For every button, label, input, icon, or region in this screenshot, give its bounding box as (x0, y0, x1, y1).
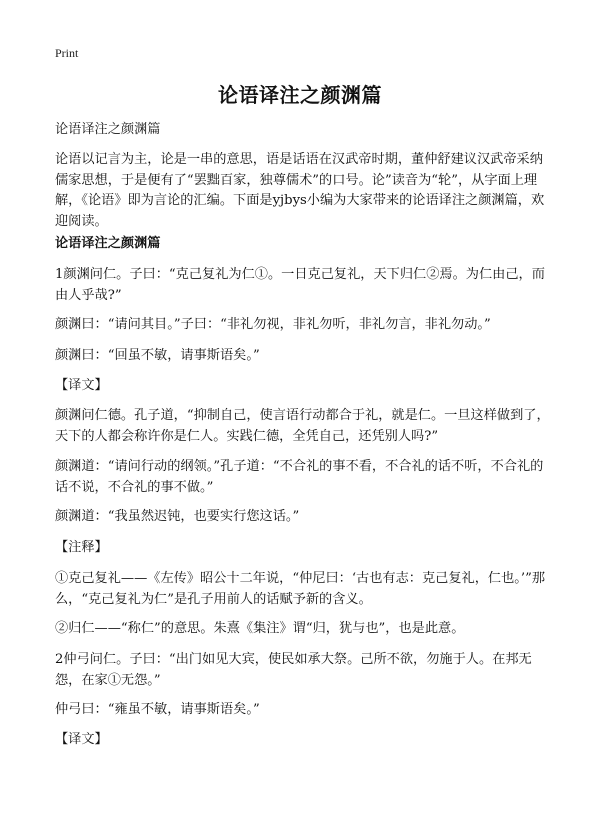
subtitle-line: 论语译注之颜渊篇 (55, 122, 161, 137)
print-label: Print (55, 46, 79, 60)
paragraph-5: 仲弓曰：“雍虽不敏，请事斯语矣。” (55, 702, 260, 717)
paragraph-1: 1颜渊问仁。子曰：“克己复礼为仁①。一日克己复礼，天下归仁②焉。为仁由己，而由人乎哉?” (55, 267, 545, 303)
page-title: 论语译注之颜渊篇 (218, 83, 382, 107)
paragraph-4: 2仲弓问仁。子曰：“出门如见大宾，使民如承大祭。己所不欲，勿施于人。在邦无怨，在家①无怨。” (55, 652, 532, 688)
paragraph-3: 颜渊曰：“回虽不敏，请事斯语矣。” (55, 348, 260, 363)
translation-heading-2: 【译文】 (55, 732, 108, 747)
note-1: ①克己复礼——《左传》昭公十二年说，“仲尼曰：‘古也有志：克己复礼，仁也。’”那么，“克己复礼为仁”是孔子用前人的话赋予新的含义。 (55, 571, 546, 607)
translation-heading-1: 【译文】 (55, 378, 108, 393)
translation-3: 颜渊道：“我虽然迟钝，也要实行您这话。” (55, 509, 300, 524)
paragraph-2: 颜渊曰：“请问其目。”子曰：“非礼勿视，非礼勿听，非礼勿言，非礼勿动。” (55, 317, 491, 332)
section-heading: 论语译注之颜渊篇 (55, 236, 161, 251)
note-2: ②归仁——“称仁”的意思。朱熹《集注》谓“归，犹与也”，也是此意。 (55, 621, 465, 636)
translation-1: 颜渊问仁德。孔子道，“抑制自己，使言语行动都合于礼，就是仁。一旦这样做到了，天下的人都会称许你是仁人。实践仁德，全凭自己，还凭别人吗?” (55, 408, 550, 444)
intro-paragraph: 论语以记言为主，论是一串的意思，语是话语在汉武帝时期，董仲舒建议汉武帝采纳儒家思想，于是便有了“罢黜百家，独尊儒术”的口号。论”读音为“轮”，从字面上理解，《论语》即为言论的汇编。下面是yjbys小编为大家带来的论语译注之颜渊篇，欢迎阅读。 (55, 152, 545, 229)
translation-2: 颜渊道：“请问行动的纲领。”孔子道：“不合礼的事不看，不合礼的话不听，不合礼的话不说，不合礼的事不做。” (55, 459, 544, 495)
notes-heading: 【注释】 (55, 540, 108, 555)
